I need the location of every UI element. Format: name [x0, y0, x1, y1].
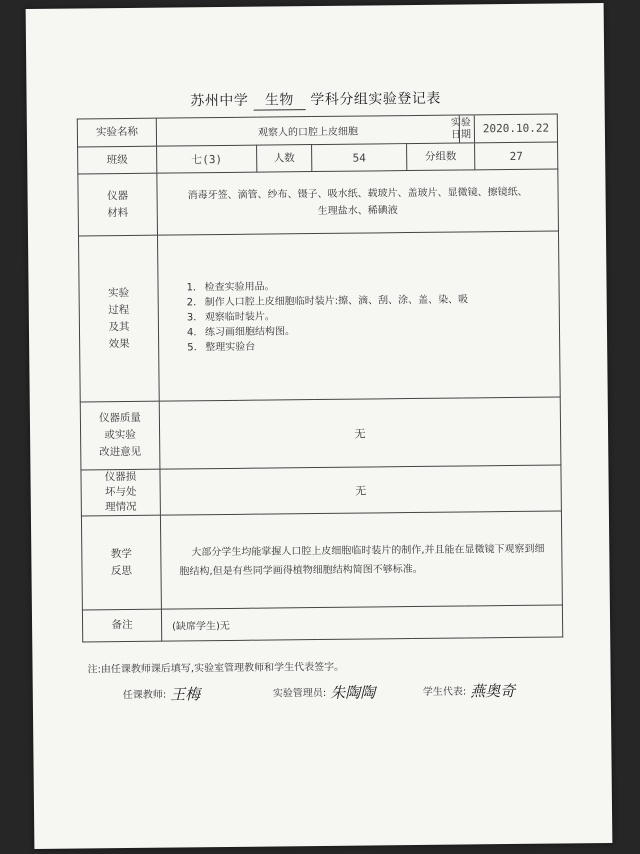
- registration-table: [77, 113, 564, 642]
- remarks-value[interactable]: (缺席学生)无: [161, 605, 562, 641]
- title-school: 苏州中学: [190, 92, 249, 110]
- student-sign: 燕奥奇: [470, 681, 516, 701]
- teacher-signature: 任课教师: 王梅: [122, 685, 201, 704]
- title-suffix: 学科分组实验登记表: [310, 90, 441, 109]
- quality-value[interactable]: 无: [159, 397, 561, 469]
- groups-label: 分组数: [407, 143, 475, 171]
- process-value[interactable]: [157, 231, 560, 401]
- reflection-value[interactable]: 大部分学生均能掌握人口腔上皮细胞临时装片的制作,并且能在显微镜下观察到细胞结构,但是有些同学画得植物细胞结构简图不够标准。: [160, 511, 562, 609]
- row-experiment-name: [77, 114, 557, 147]
- groups-value[interactable]: 27: [475, 142, 558, 170]
- form-title: [26, 86, 604, 113]
- row-process: [78, 231, 560, 402]
- process-label: 实验 过程 及其 效果: [78, 235, 159, 402]
- step-item: 5. 整理实验台: [187, 341, 256, 354]
- step-item: 2. 制作人口腔上皮细胞临时装片:擦、滴、刮、涂、盖、染、吸: [186, 294, 469, 309]
- row-damage: [81, 465, 562, 516]
- materials-label: 仪器 材料: [78, 173, 158, 236]
- step-item: 1. 检查实验用品。: [186, 281, 275, 294]
- reflection-label: 教学 反思: [81, 515, 161, 610]
- damage-value[interactable]: 无: [160, 465, 562, 515]
- step-item: 4. 练习画细胞结构图。: [186, 326, 296, 339]
- process-steps-list: [186, 276, 559, 355]
- class-value[interactable]: 七(3): [157, 145, 257, 173]
- experiment-name-value[interactable]: 观察人的口腔上皮细胞: [156, 115, 459, 146]
- date-cell[interactable]: [450, 114, 557, 143]
- student-signature: 学生代表: 燕奥奇: [422, 681, 516, 701]
- damage-label: 仪器损 坏与处 理情况: [81, 469, 160, 516]
- row-materials: [78, 169, 559, 236]
- footer-note: 注:由任课教师课后填写,实验室管理教师和学生代表签字。: [87, 661, 345, 676]
- step-item: 3. 观察临时装片。: [186, 311, 275, 324]
- date-value: 2020.10.22: [482, 121, 550, 136]
- teacher-sign: 王梅: [170, 685, 201, 704]
- manager-signature: 实验管理员: 朱陶陶: [272, 683, 376, 702]
- people-label: 人数: [257, 145, 312, 173]
- class-label: 班级: [78, 146, 157, 174]
- date-label: 实验 日期: [450, 117, 472, 141]
- quality-label: 仪器质量 或实验 改进意见: [80, 401, 160, 470]
- registration-form-paper: [26, 3, 613, 849]
- people-value[interactable]: 54: [312, 144, 407, 172]
- materials-value[interactable]: 消毒牙签、滴管、纱布、镊子、吸水纸、载玻片、盖玻片、显微镜、擦镜纸、 生理盐水、稀碘液: [157, 169, 559, 235]
- title-subject: 生物: [253, 89, 305, 111]
- signature-line: [122, 679, 563, 704]
- row-reflection: [81, 511, 562, 610]
- manager-sign: 朱陶陶: [330, 683, 376, 702]
- experiment-name-label: 实验名称: [77, 118, 156, 147]
- remarks-label: 备注: [82, 609, 161, 642]
- row-remarks: [82, 605, 562, 642]
- row-quality: [80, 397, 561, 470]
